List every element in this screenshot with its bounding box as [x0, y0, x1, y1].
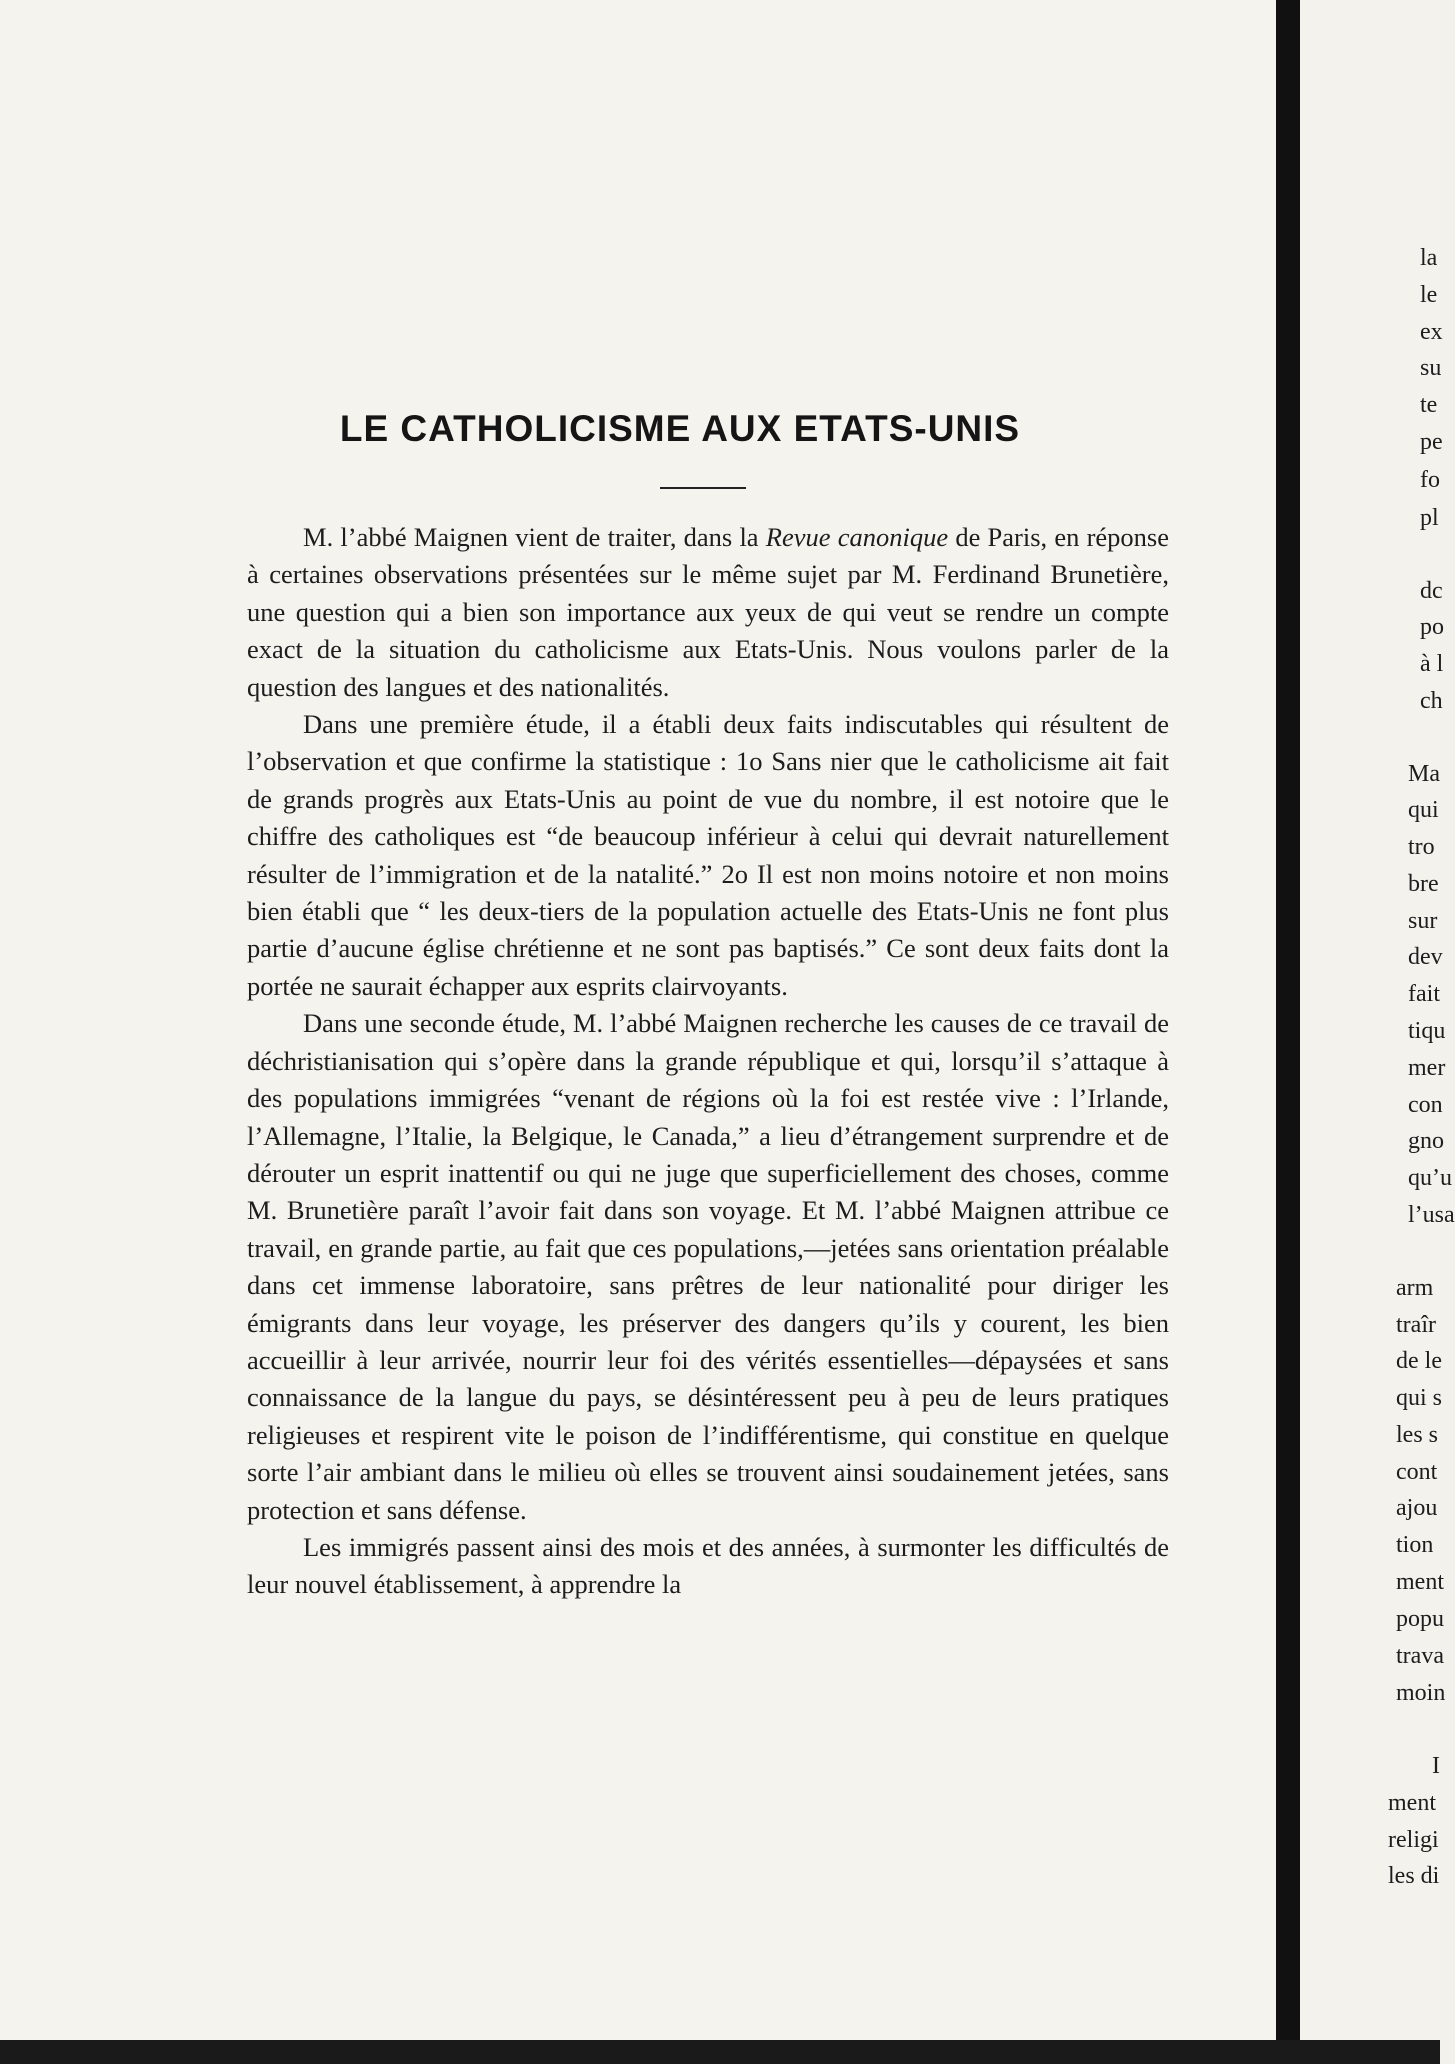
facing-page-fragment: tro	[1408, 834, 1435, 860]
facing-page-fragment: ment	[1396, 1569, 1444, 1595]
facing-page-fragment: popu	[1396, 1606, 1444, 1632]
title-rule	[660, 487, 746, 489]
article-body	[247, 519, 1169, 1604]
facing-page-fragment: fait	[1408, 981, 1440, 1007]
paragraph-4: Les immigrés passent ainsi des mois et des années, à surmonter les difficultés de leur nouvel établissement, à apprendre la	[247, 1531, 1169, 1600]
paragraph-1	[247, 519, 1169, 706]
facing-page-fragment: l’usa	[1408, 1202, 1455, 1228]
facing-page-fragment: mer	[1408, 1055, 1446, 1081]
paragraph-2: Dans une première étude, il a établi deux faits indiscutables qui résultent de l’observation et que confirme la statistique : 1o Sans nier que le catholicisme ait fait de grands progrès aux Etats-Unis au point de vue du nombre, il est notoire que le chiffre des catholiques est “de beaucoup inférieur à celui qui devrait naturellement résulter de l’immigration et de la natalité.” 2o Il est non moins notoire et non moins bien établi que “ les deux-tiers de la population actuelle des Etats-Unis ne font plus partie d’aucune église chrétienne et ne sont pas baptisés.” Ce sont deux faits dont la portée ne saurait échapper aux esprits clairvoyants.	[247, 709, 1169, 1001]
facing-page-fragment: tion	[1396, 1532, 1434, 1558]
facing-page-fragment: qui	[1408, 797, 1439, 823]
facing-page-fragment: trava	[1396, 1643, 1444, 1669]
book-spine-shadow	[1276, 0, 1300, 2064]
facing-page-fragment: pe	[1420, 429, 1443, 455]
facing-page-fragment: moin	[1396, 1680, 1446, 1706]
facing-page	[1300, 0, 1455, 2064]
facing-page-fragment: dev	[1408, 944, 1443, 970]
facing-page-fragment: arm	[1396, 1275, 1434, 1301]
facing-page-fragment: te	[1420, 392, 1438, 418]
facing-page-fragment: po	[1420, 614, 1444, 640]
scan-bottom-edge	[0, 2040, 1440, 2064]
facing-page-fragment: traîr	[1396, 1312, 1436, 1338]
facing-page-fragment: à l	[1420, 651, 1444, 677]
facing-page-fragment: I	[1432, 1753, 1440, 1779]
facing-page-fragment: qui s	[1396, 1385, 1443, 1411]
facing-page-fragment: ment	[1388, 1790, 1436, 1816]
facing-page-fragment: de le	[1396, 1348, 1442, 1374]
facing-page-fragment: qu’u	[1408, 1165, 1452, 1191]
facing-page-fragment: fo	[1420, 467, 1440, 493]
facing-page-fragment: cont	[1396, 1459, 1438, 1485]
facing-page-fragment: tiqu	[1408, 1018, 1446, 1044]
facing-page-fragment: ch	[1420, 688, 1443, 714]
paragraph-3: Dans une seconde étude, M. l’abbé Maignen recherche les causes de ce travail de déchristianisation qui s’opère dans la grande république et qui, lorsqu’il s’attaque à des populations immigrées “venant de régions où la foi est restée vive : l’Irlande, l’Allemagne, l’Italie, la Belgique, le Canada,” a lieu d’étrangement surprendre et de dérouter un esprit inattentif ou qui ne juge que superficiellement des choses, comme M. Brunetière paraît l’avoir fait dans son voyage. Et M. l’abbé Maignen attribue ce travail, en grande partie, au fait que ces populations,—jetées sans orientation préalable dans cet immense laboratoire, sans prêtres de leur nationalité pour diriger les émigrants dans leur voyage, les préserver des dangers qu’ils y courent, les bien accueillir à leur arrivée, nourrir leur foi des vérités essentielles—dépaysées et sans connaissance de la langue du pays, se désintéressent peu à peu de leurs pratiques religieuses et respirent vite le poison de l’indifférentisme, qui constitue en quelque sorte l’air ambiant dans le milieu où elles se trouvent ainsi soudainement jetées, sans protection et sans défense.	[247, 1008, 1169, 1525]
facing-page-fragment: gno	[1408, 1128, 1444, 1154]
article-title: LE CATHOLICISME AUX ETATS-UNIS	[339, 408, 1021, 449]
facing-page-fragment: con	[1408, 1092, 1443, 1118]
facing-page-fragment: Ma	[1408, 761, 1440, 787]
paragraph-1-start: M. l’abbé Maignen vient de traiter, dans la	[303, 522, 766, 552]
journal-name: Revue canonique	[765, 522, 949, 552]
facing-page-fragment: les di	[1388, 1863, 1440, 1889]
facing-page-fragment: dc	[1420, 578, 1443, 604]
facing-page-fragment: religi	[1388, 1827, 1439, 1853]
facing-page-fragment: le	[1420, 282, 1438, 308]
facing-page-fragment: bre	[1408, 871, 1439, 897]
facing-page-fragment: la	[1420, 245, 1438, 271]
facing-page-fragment: les s	[1396, 1422, 1438, 1448]
paragraph-1-end: de Paris, en réponse à certaines observations présentées sur le même sujet par M. Ferdinand Brunetière, une question qui a bien son importance aux yeux de qui veut se rendre un compte exact de la situation du catholicisme aux Etats-Unis. Nous voulons parler de la question des langues et des nationalités.	[247, 522, 1169, 702]
facing-page-fragment: sur	[1408, 908, 1438, 934]
facing-page-fragment: ajou	[1396, 1495, 1438, 1521]
facing-page-fragment: ex	[1420, 319, 1443, 345]
facing-page-fragment: su	[1420, 355, 1442, 381]
facing-page-fragment: pl	[1420, 505, 1439, 531]
